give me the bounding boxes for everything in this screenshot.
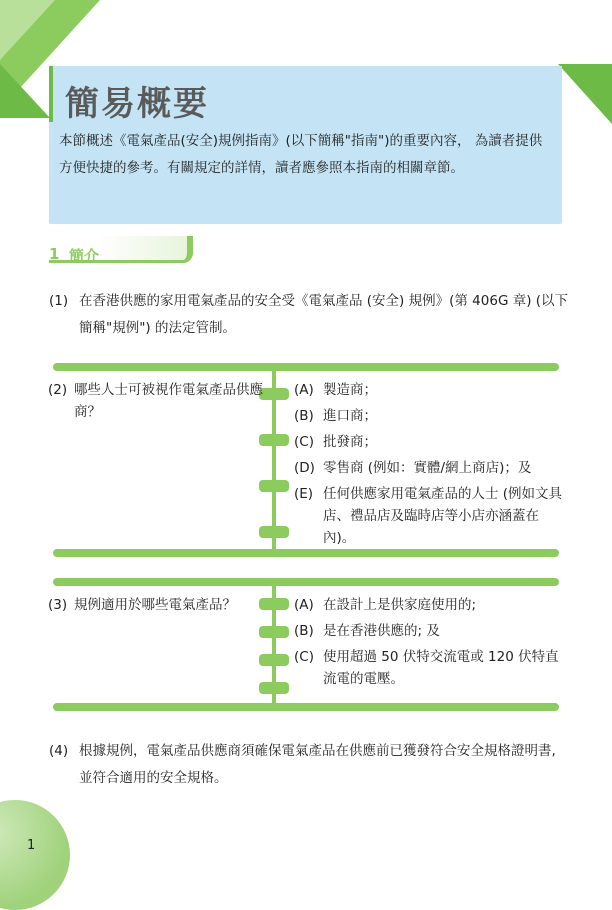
item-tab	[259, 654, 289, 666]
paragraph-1	[49, 288, 569, 342]
paragraph-number: (1)	[49, 293, 69, 309]
list-item	[294, 483, 564, 549]
item-tab	[259, 526, 289, 538]
list-item	[294, 594, 564, 616]
item-key: (D)	[294, 460, 315, 476]
question-text: 哪些人士可被視作電氣產品供應商？	[74, 382, 263, 420]
item-tab	[259, 626, 289, 638]
question-text: 規例適用於哪些電氣產品？	[74, 597, 236, 613]
banner-fold-right	[558, 64, 612, 124]
page-corner-decoration	[0, 800, 70, 910]
scope-box	[48, 578, 559, 713]
paragraph-number: (4)	[49, 743, 69, 759]
paragraph-text: 在香港供應的家用電氣產品的安全受《電氣產品 (安全) 規例》(第 406G 章) (以下簡稱"規例") 的法定管制。	[79, 293, 569, 336]
section-number: 1	[49, 245, 60, 263]
page-title: 簡易概要	[65, 84, 209, 124]
item-key: (C)	[294, 434, 314, 450]
item-tab	[259, 480, 289, 492]
item-key: (B)	[294, 623, 314, 639]
item-text: 批發商；	[323, 434, 377, 450]
item-text: 是在香港供應的; 及	[323, 623, 440, 639]
box-top-rule	[53, 363, 559, 371]
item-tab	[259, 682, 289, 694]
item-text: 任何供應家用電氣產品的人士 (例如文具店、禮品店及臨時店等小店亦涵蓋在內)。	[323, 486, 563, 546]
supplier-box	[48, 363, 563, 559]
list-item	[294, 646, 564, 690]
item-text: 在設計上是供家庭使用的;	[323, 597, 477, 613]
box-bottom-rule	[53, 549, 559, 557]
list-item	[294, 620, 564, 642]
paragraph-text: 根據規例，電氣產品供應商須確保電氣產品在供應前已獲發符合安全規格證明書,並符合適用的安全規格。	[79, 743, 556, 786]
item-key: (B)	[294, 408, 314, 424]
summary-intro: 本節概述《電氣產品(安全)規例指南》(以下簡稱"指南")的重要內容， 為讀者提供方便快捷的參考。有關規定的詳情，讀者應參照本指南的相關章節。	[59, 133, 543, 176]
corner-decoration-light	[0, 0, 55, 60]
list-item	[294, 405, 564, 427]
paragraph-4	[49, 738, 569, 792]
list-item	[294, 379, 564, 401]
list-item	[294, 457, 564, 479]
item-text: 使用超過 50 伏特交流電或 120 伏特直流電的電壓。	[323, 649, 559, 687]
summary-panel	[49, 66, 562, 224]
item-key: (A)	[294, 382, 314, 398]
section-heading	[49, 236, 187, 264]
box-bottom-rule	[53, 703, 559, 711]
banner-fold-left	[0, 64, 50, 118]
question-number: (3)	[48, 597, 68, 613]
item-key: (C)	[294, 649, 314, 665]
section-title: 簡介	[69, 247, 100, 265]
question	[48, 594, 268, 616]
item-key: (A)	[294, 597, 314, 613]
question-number: (2)	[48, 382, 68, 398]
item-key: (E)	[294, 486, 314, 502]
list-item	[294, 431, 564, 453]
item-text: 進口商；	[323, 408, 377, 424]
page-number: 1	[27, 838, 36, 853]
box-top-rule	[53, 578, 559, 586]
question	[48, 379, 268, 423]
item-tab	[259, 434, 289, 446]
item-text: 零售商 (例如：實體/網上商店)；及	[323, 460, 532, 476]
item-text: 製造商；	[323, 382, 377, 398]
